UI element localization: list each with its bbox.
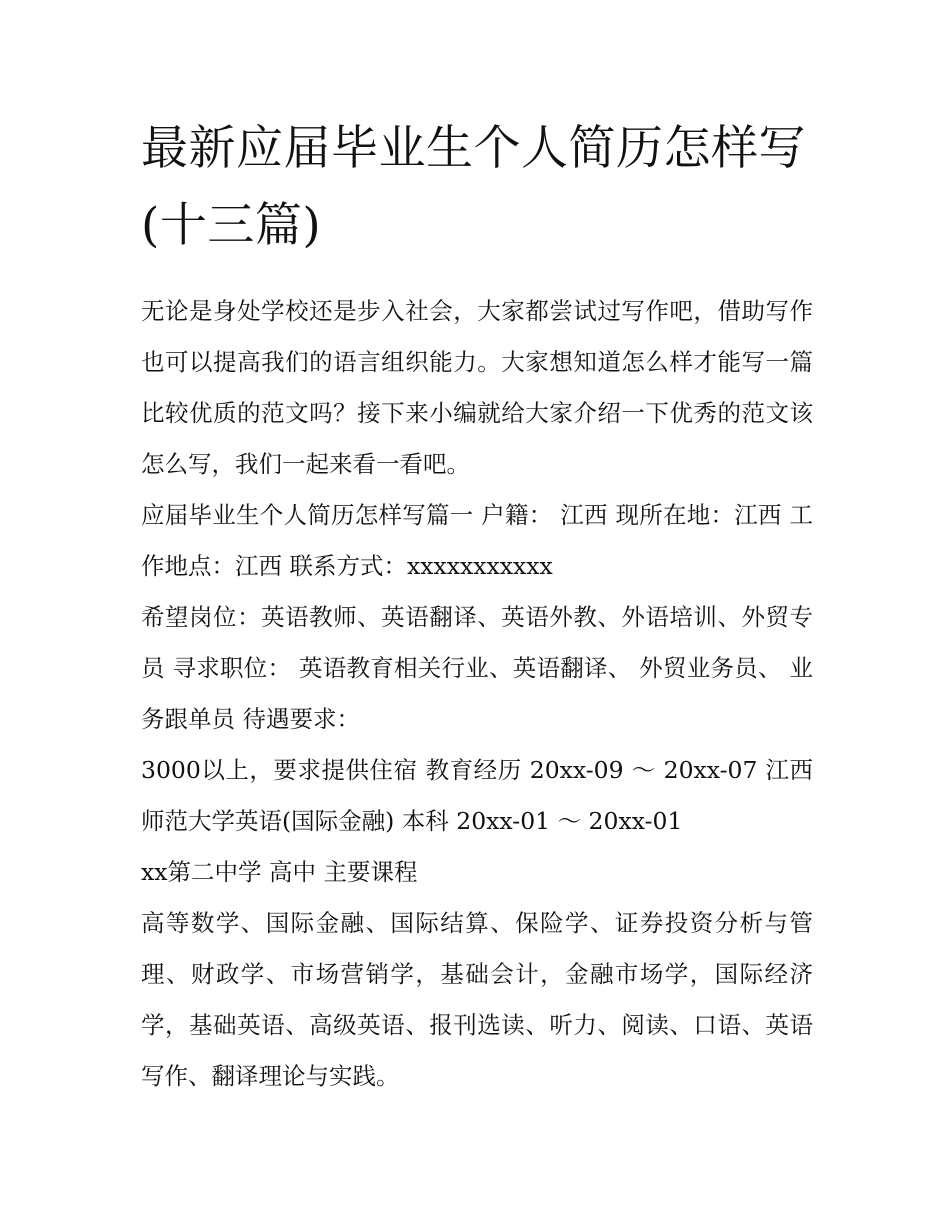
intro-paragraph: 无论是身处学校还是步入社会，大家都尝试过写作吧，借助写作也可以提高我们的语言组织能力。大家想知道怎么样才能写一篇比较优质的范文吗？接下来小编就给大家介绍一下优秀的范文该怎么写，我们一起来看一看吧。 [141, 297, 813, 478]
resume-job-preference: 希望岗位：英语教师、英语翻译、英语外教、外语培训、外贸专员 寻求职位： 英语教育相关行业、英语翻译、 外贸业务员、 业务跟单员 待遇要求： [141, 603, 813, 733]
resume-courses: 高等数学、国际金融、国际结算、保险学、证券投资分析与管理、财政学、市场营销学，基础会计，金融市场学，国际经济学，基础英语、高级英语、报刊选读、听力、阅读、口语、英语写作、翻译理论与实践。 [141, 909, 813, 1090]
resume-basic-info: 应届毕业生个人简历怎样写篇一 户籍： 江西 现所在地：江西 工作地点：江西 联系方式：xxxxxxxxxxx [141, 501, 813, 580]
resume-high-school: xx第二中学 高中 主要课程 [141, 858, 418, 886]
document-title: 最新应届毕业生个人简历怎样写(十三篇) [141, 121, 806, 253]
document-body [141, 110, 813, 1102]
resume-education: 3000以上，要求提供住宿 教育经历 20xx-09 ～ 20xx-07 江西师范大学英语(国际金融) 本科 20xx-01 ～ 20xx-01 [141, 756, 813, 835]
